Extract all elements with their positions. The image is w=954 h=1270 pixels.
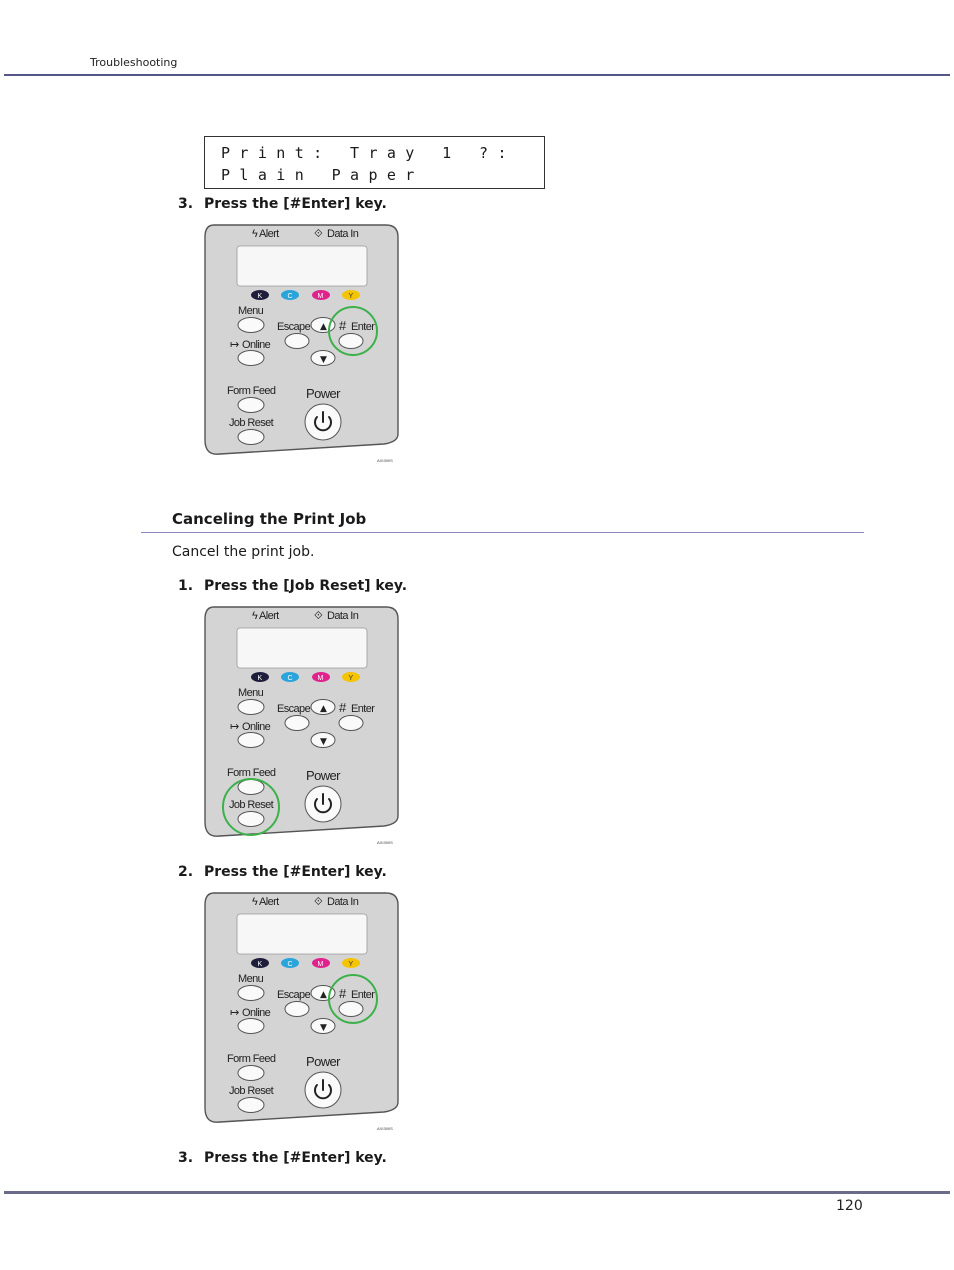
footer-rule — [4, 1191, 950, 1194]
enter-button — [339, 334, 363, 349]
svg-text:Y: Y — [348, 961, 354, 968]
step-text: Press the [#Enter] key. — [204, 196, 387, 212]
online-label: Online — [242, 1007, 271, 1019]
escape-button — [285, 1002, 309, 1017]
job-reset-button — [238, 1098, 264, 1113]
step-number: 1. — [178, 578, 194, 594]
panel-lcd — [237, 628, 367, 668]
step-number: 3. — [178, 1150, 194, 1166]
escape-label: Escape — [277, 989, 311, 1001]
menu-label: Menu — [238, 305, 264, 317]
escape-label: Escape — [277, 703, 311, 715]
up-arrow-icon: ▲ — [320, 704, 327, 714]
menu-button — [238, 318, 264, 333]
alert-icon: ϟ — [252, 896, 258, 908]
hash-icon: # — [339, 986, 346, 1001]
up-arrow-icon: ▲ — [320, 990, 327, 1000]
section-title: Canceling the Print Job — [172, 510, 367, 528]
power-label: Power — [306, 768, 340, 783]
step-number: 2. — [178, 864, 194, 880]
data-in-icon: ⟐ — [314, 896, 323, 908]
online-label: Online — [242, 339, 271, 351]
alert-label: Alert — [259, 896, 279, 908]
svg-text:K: K — [257, 675, 263, 682]
form-feed-label: Form Feed — [227, 1053, 276, 1065]
job-reset-label: Job Reset — [229, 417, 274, 429]
svg-text:M: M — [317, 293, 324, 300]
enter-button — [339, 1002, 363, 1017]
running-header: Troubleshooting — [90, 56, 178, 69]
step-enter-top — [178, 196, 387, 212]
enter-label: Enter — [351, 989, 375, 1001]
svg-text:Y: Y — [348, 675, 354, 682]
online-icon: ↦ — [230, 721, 239, 733]
figure-code: AXI390S — [377, 458, 393, 463]
power-label: Power — [306, 1054, 340, 1069]
lcd-display — [204, 136, 545, 189]
step-text: Press the [Job Reset] key. — [204, 578, 408, 594]
step-1 — [178, 578, 407, 594]
svg-text:C: C — [287, 961, 293, 968]
online-button — [238, 733, 264, 748]
enter-button — [339, 716, 363, 731]
data-in-label: Data In — [327, 896, 359, 908]
svg-text:M: M — [317, 675, 324, 682]
data-in-label: Data In — [327, 610, 359, 622]
svg-text:M: M — [317, 961, 324, 968]
online-label: Online — [242, 721, 271, 733]
form-feed-label: Form Feed — [227, 767, 276, 779]
form-feed-button — [238, 398, 264, 413]
alert-icon: ϟ — [252, 228, 258, 240]
down-arrow-icon: ▼ — [320, 1023, 327, 1033]
data-in-icon: ⟐ — [314, 610, 323, 622]
power-label: Power — [306, 386, 340, 401]
alert-icon: ϟ — [252, 610, 258, 622]
online-icon: ↦ — [230, 1007, 239, 1019]
enter-label: Enter — [351, 321, 375, 333]
alert-label: Alert — [259, 228, 279, 240]
header-rule — [4, 74, 950, 76]
section-rule — [141, 532, 864, 533]
alert-label: Alert — [259, 610, 279, 622]
panel-lcd — [237, 246, 367, 286]
step-3 — [178, 1150, 387, 1166]
svg-text:C: C — [287, 675, 293, 682]
job-reset-button — [238, 812, 264, 827]
data-in-icon: ⟐ — [314, 228, 323, 240]
control-panel-figure-2 — [204, 606, 400, 845]
online-button — [238, 1019, 264, 1034]
menu-label: Menu — [238, 687, 264, 699]
job-reset-button — [238, 430, 264, 445]
data-in-label: Data In — [327, 228, 359, 240]
hash-icon: # — [339, 700, 346, 715]
escape-label: Escape — [277, 321, 311, 333]
down-arrow-icon: ▼ — [320, 737, 327, 747]
escape-button — [285, 716, 309, 731]
lcd-line-2: Plain Paper — [221, 166, 424, 184]
form-feed-button — [238, 1066, 264, 1081]
step-number: 3. — [178, 196, 194, 212]
step-text: Press the [#Enter] key. — [204, 864, 387, 880]
enter-label: Enter — [351, 703, 375, 715]
form-feed-button — [238, 780, 264, 795]
step-2 — [178, 864, 387, 880]
escape-button — [285, 334, 309, 349]
page-number: 120 — [836, 1198, 863, 1214]
panel-lcd — [237, 914, 367, 954]
down-arrow-icon: ▼ — [320, 355, 327, 365]
online-icon: ↦ — [230, 339, 239, 351]
section-intro: Cancel the print job. — [172, 544, 315, 560]
menu-button — [238, 986, 264, 1001]
svg-text:K: K — [257, 293, 263, 300]
svg-text:K: K — [257, 961, 263, 968]
lcd-line-1: Print: Tray 1 ?: — [221, 144, 516, 162]
online-button — [238, 351, 264, 366]
menu-label: Menu — [238, 973, 264, 985]
up-arrow-icon: ▲ — [320, 322, 327, 332]
svg-text:Y: Y — [348, 293, 354, 300]
figure-code: AXI390S — [377, 840, 393, 845]
hash-icon: # — [339, 318, 346, 333]
job-reset-label: Job Reset — [229, 1085, 274, 1097]
figure-code: AXI390S — [377, 1126, 393, 1131]
form-feed-label: Form Feed — [227, 385, 276, 397]
menu-button — [238, 700, 264, 715]
control-panel-figure-1 — [204, 224, 400, 463]
svg-text:C: C — [287, 293, 293, 300]
step-text: Press the [#Enter] key. — [204, 1150, 387, 1166]
control-panel-figure-3 — [204, 892, 400, 1131]
job-reset-label: Job Reset — [229, 799, 274, 811]
